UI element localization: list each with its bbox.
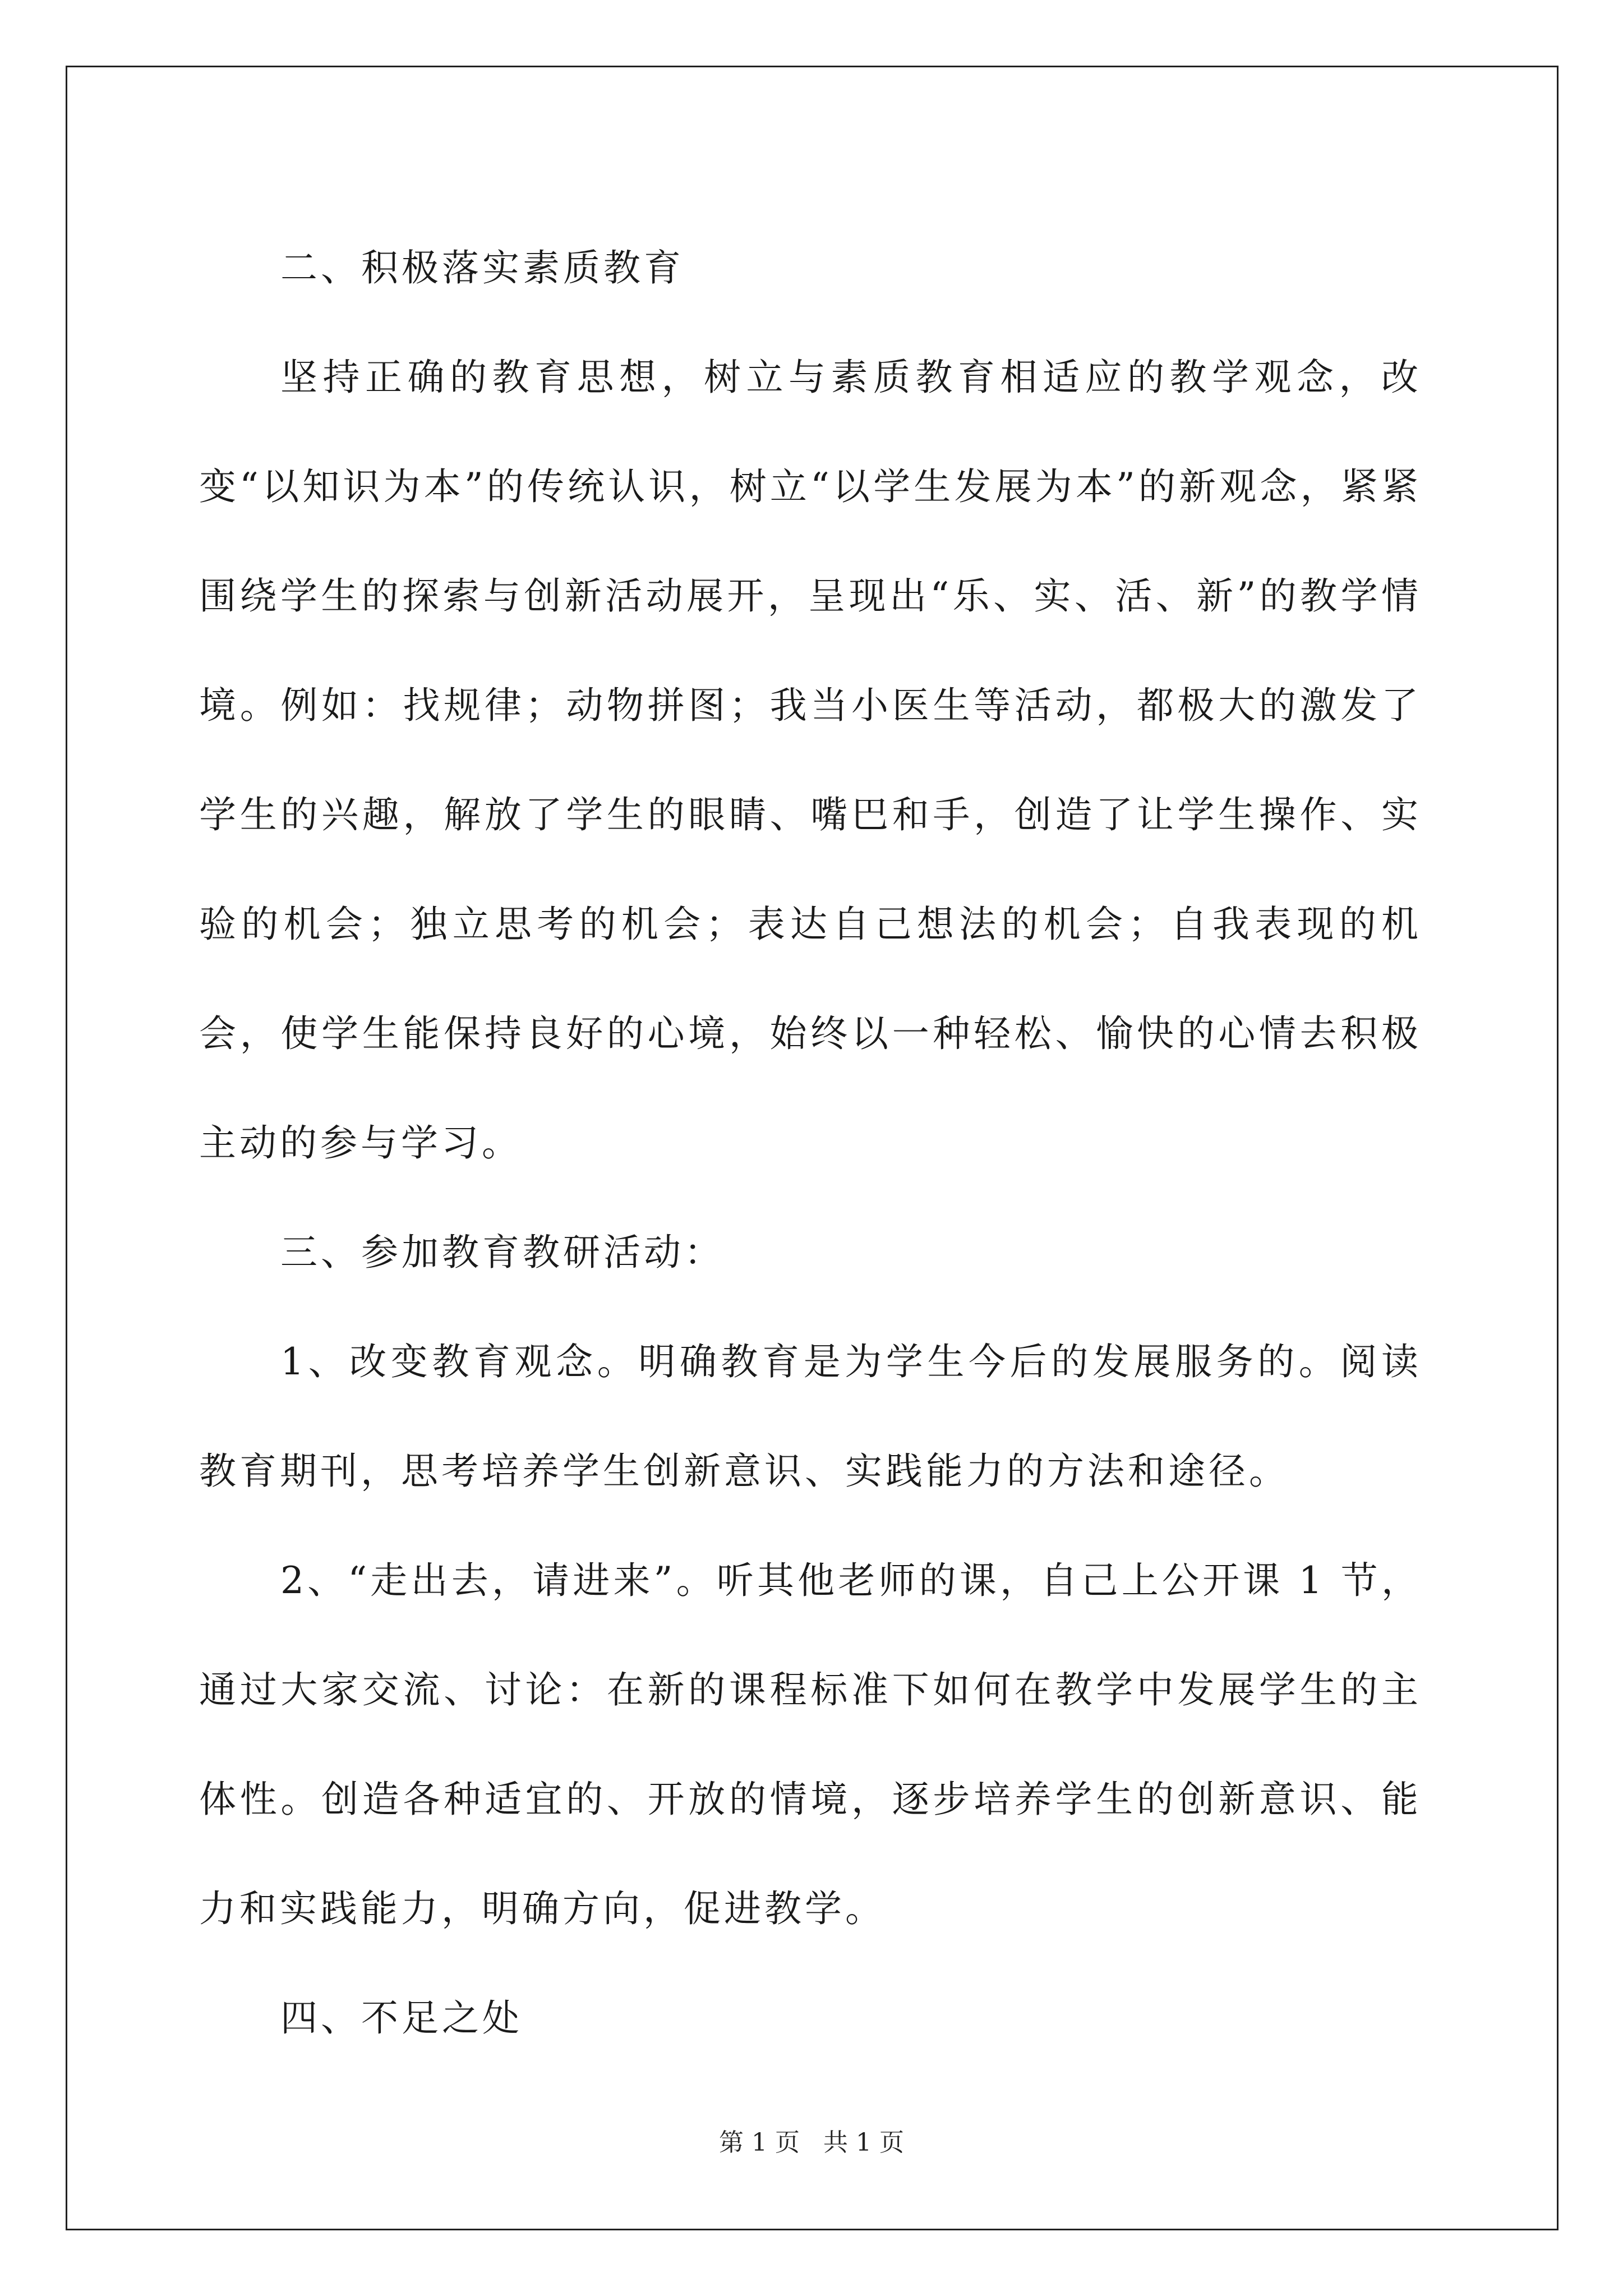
document-body: [199, 213, 1422, 2073]
section-heading-quality-education: 二、积极落实素质教育: [280, 246, 684, 289]
page-footer: [0, 2126, 1623, 2160]
page-number-label: 第 1 页 共 1 页: [719, 2128, 904, 2157]
section-heading-teaching-research: 三、参加教育教研活动：: [280, 1231, 725, 1274]
paragraph-go-out-invite-in: 2、“走出去，请进来”。听其他老师的课，自己上公开课 1 节，通过大家交流、讨论：在新的课程标准下如何在教学中发展学生的主体性。创造各种适宜的、开放的情境，逐步培养学生的创新意识、能力和实践能力，明确方向，促进教学。: [199, 1559, 1422, 1930]
paragraph-change-concept: 1、改变教育观念。明确教育是为学生今后的发展服务的。阅读教育期刊，思考培养学生创新意识、实践能力的方法和途径。: [199, 1340, 1422, 1493]
paragraph-quality-education: 坚持正确的教育思想，树立与素质教育相适应的教学观念，改变“以知识为本”的传统认识，树立“以学生发展为本”的新观念，紧紧围绕学生的探索与创新活动展开，呈现出“乐、实、活、新”的教学情境。例如：找规律；动物拼图；我当小医生等活动，都极大的激发了学生的兴趣，解放了学生的眼睛、嘴巴和手，创造了让学生操作、实验的机会；独立思考的机会；表达自己想法的机会；自我表现的机会，使学生能保持良好的心境，始终以一种轻松、愉快的心情去积极主动的参与学习。: [199, 356, 1422, 1165]
section-heading-shortcomings: 四、不足之处: [280, 1996, 523, 2040]
